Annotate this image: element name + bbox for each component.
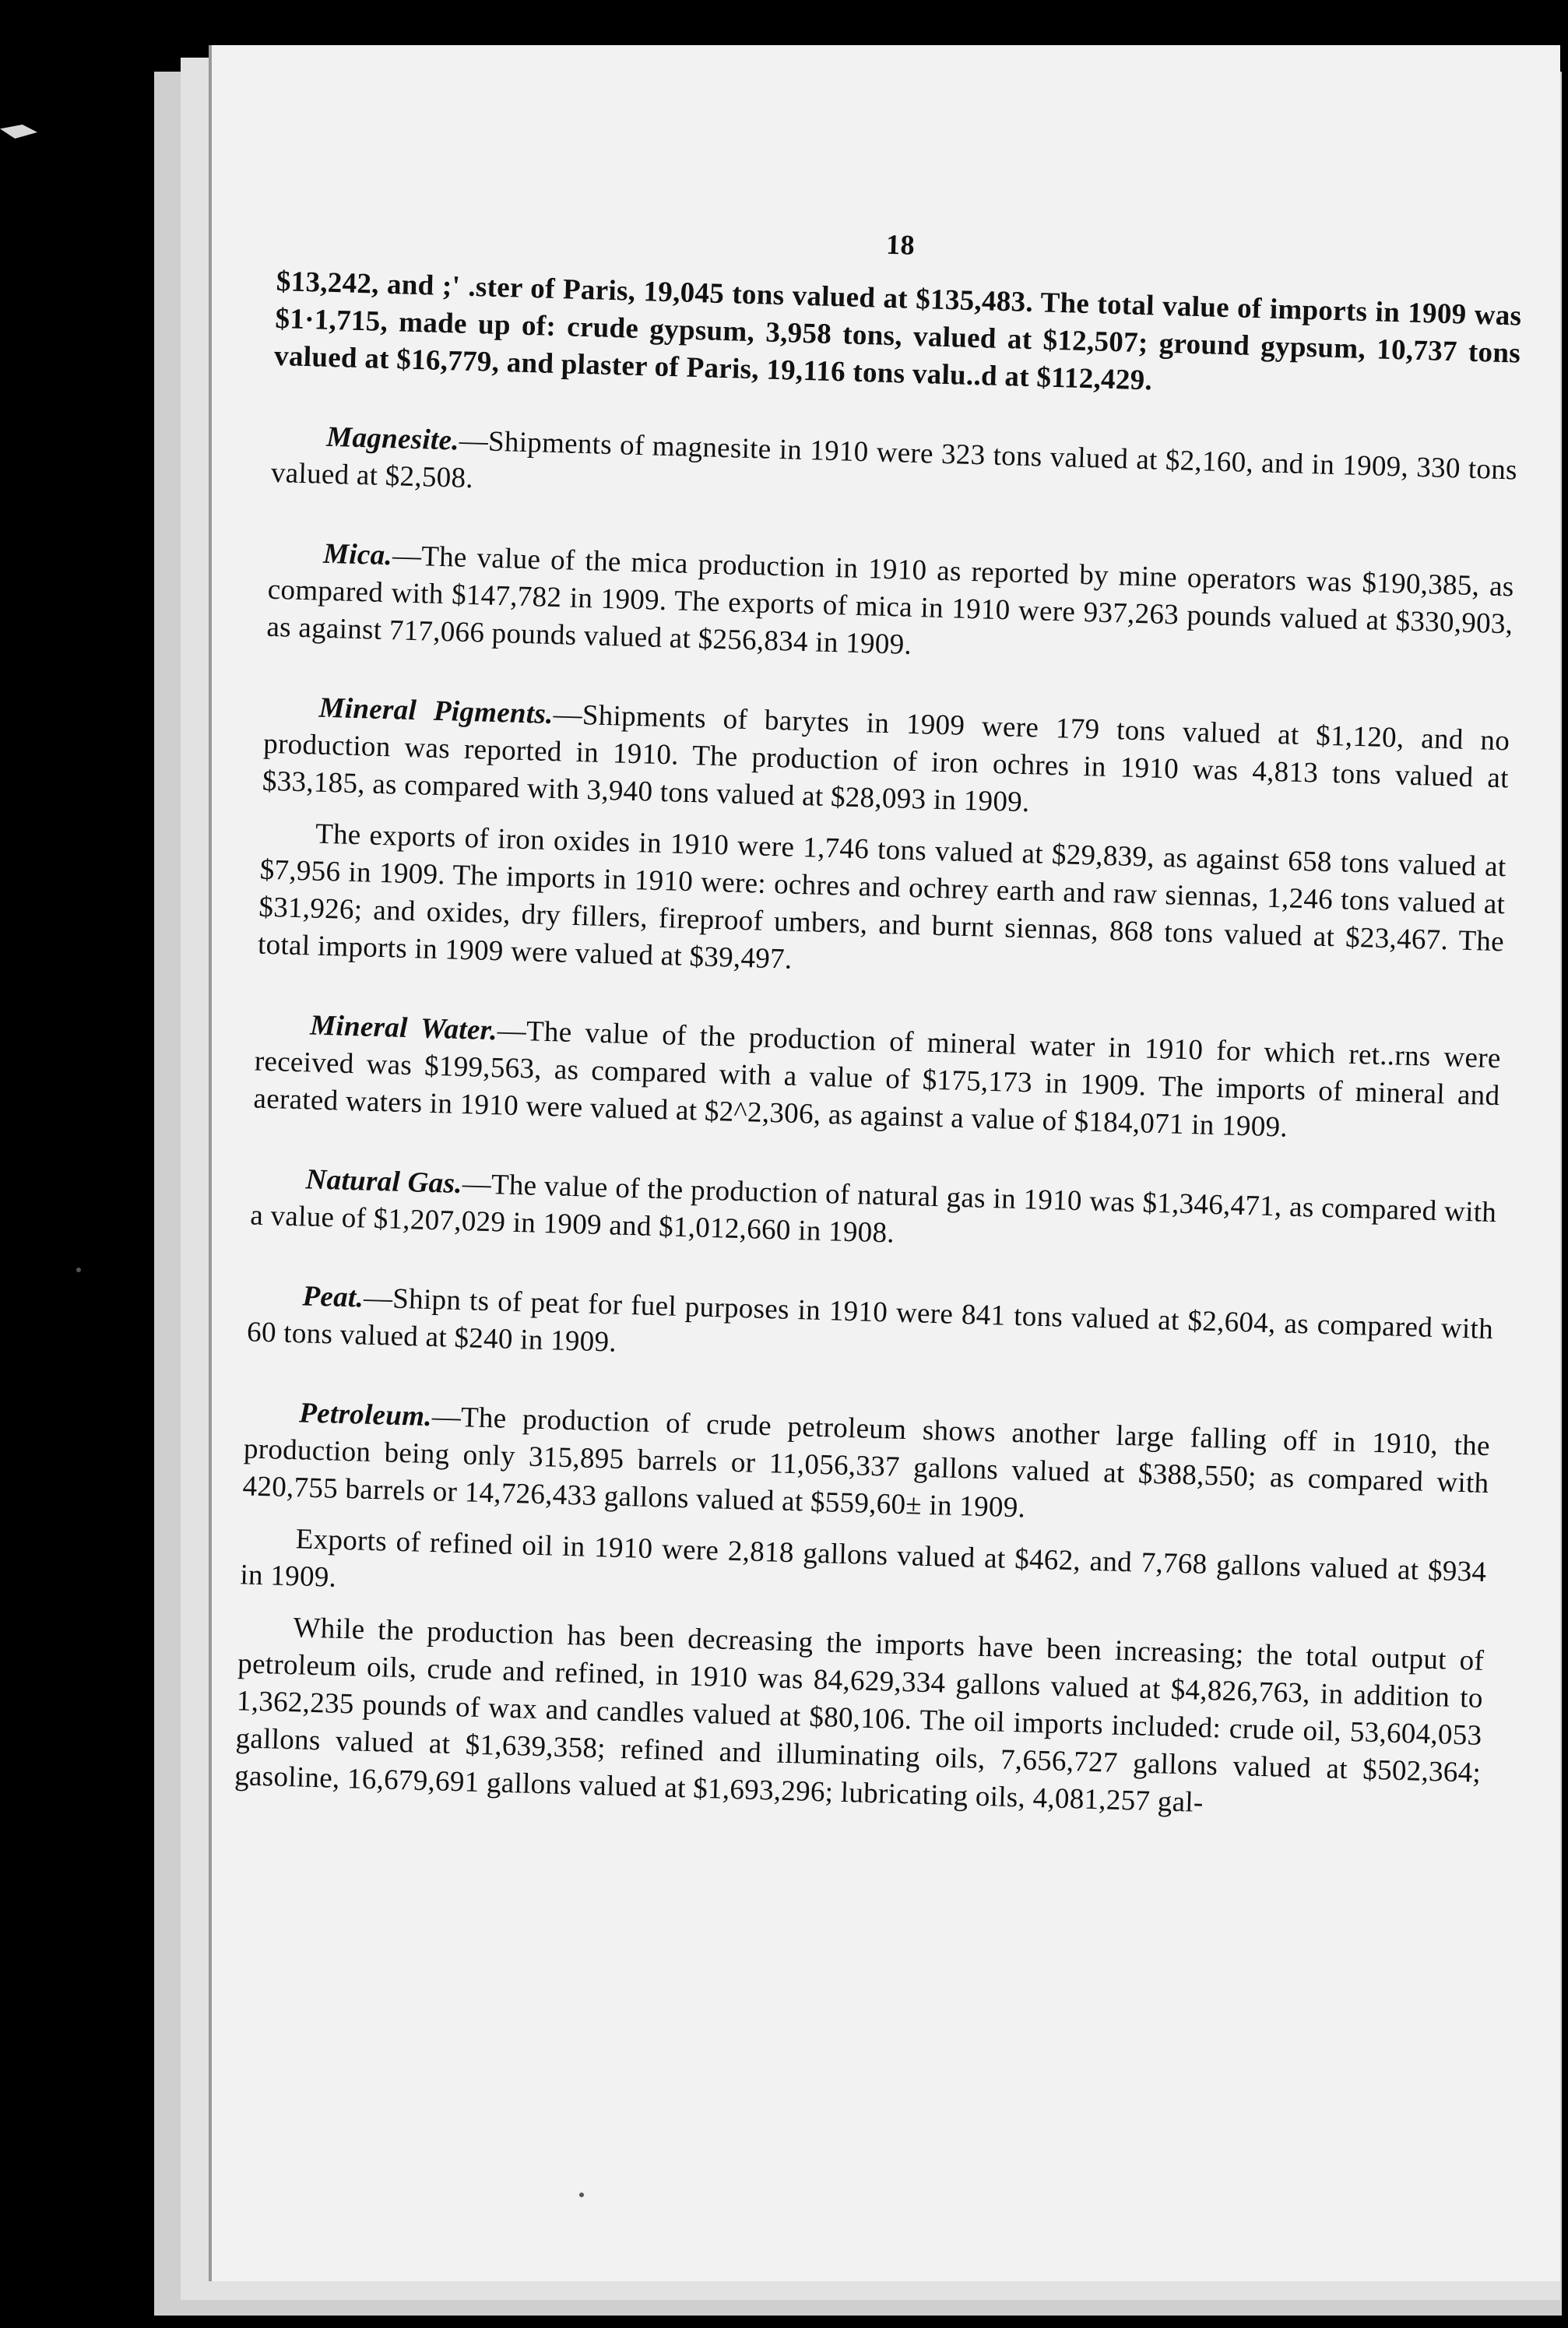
section-heading-magnesite: Magnesite. xyxy=(325,420,460,457)
paragraph-text: —The value of the mica production in 1910 as reported by mine operators was $190,385, as compared with $147,782 in 1909. The exports of mica in 1910 were 937,263 pounds valued at $330,903, as against 717,066 pounds valued at $256,834 in 1909. xyxy=(265,540,1515,661)
paragraph-refined-oil-exports xyxy=(240,1519,1487,1629)
paragraph-mineral-pigments xyxy=(262,688,1510,835)
paragraph-text: —Shipments of barytes in 1909 were 179 tons valued at $1,120, and no production was reported in 1910. The production of iron ochres in 1910 was 4,813 tons valued at $33,185, as compared with 3,940 tons valued at $28,093 in 1909. xyxy=(262,698,1510,819)
paragraph-magnesite xyxy=(270,417,1517,527)
paragraph-text: $13,242, and ;' .ster of Paris, 19,045 tons valued at $135,483. The total value of imports in 1909 was $1·1,715, made up of: crude gypsum, 3,958 tons, valued at $12,507; ground gypsum, 10,737 tons valued at $16,779, and plaster of Paris, 19,116 tons valu..d at $112,429. xyxy=(273,265,1522,397)
paragraph-text: While the production has been decreasing the imports have been increasing; the total output of petroleum oils, crude and refined, in 1910 was 84,629,334 gallons valued at $4,826,763, in addition to 1,362,235 pounds of wax and candles valued at $80,106. The oil imports included: crude oil, 53,604,053 gallons valued at $1,639,358; refined and illuminating oils, 7,656,727 gallons valued at $502,364; gasoline, 16,679,691 gallons valued at $1,693,296; lubricating oils, 4,081,257 gal- xyxy=(234,1612,1485,1819)
paragraph-iron-oxides xyxy=(257,814,1506,999)
page-number: 18 xyxy=(885,228,916,261)
paragraph-text: —The value of the production of mineral water in 1910 for which ret..rns were received was $199,563, as compared with a value of $175,173 in 1909. The imports of mineral and aerated waters in 1910 were valued at $2^2,306, as against a value of $184,071 in 1909. xyxy=(253,1015,1502,1144)
section-heading-natural-gas: Natural Gas. xyxy=(305,1163,463,1201)
section-heading-petroleum: Petroleum. xyxy=(298,1397,433,1433)
page-text-block xyxy=(233,140,1525,1872)
paragraph-petroleum xyxy=(242,1393,1490,1540)
paragraph-text: The exports of iron oxides in 1910 were 1,746 tons valued at $29,839, as against 658 tons valued at $7,956 in 1909. The imports in 1910 were: ochres and ochrey earth and raw siennas, 1,246 tons valued at $31,926; and oxides, dry fillers, fireproof umbers, and burnt siennas, 868 tons valued at $23,467. The total imports in 1909 were valued at $39,497. xyxy=(257,818,1507,976)
paragraph-text: —Shipments of magnesite in 1910 were 323 tons valued at $2,160, and in 1909, 330 tons valued at $2,508. xyxy=(270,424,1518,495)
page-edge-shadow xyxy=(209,45,212,2281)
paragraph-peat xyxy=(247,1276,1494,1386)
section-heading-mineral-water: Mineral Water. xyxy=(309,1009,498,1047)
scan-speck xyxy=(579,2193,584,2197)
paragraph-text: —The value of the production of natural gas in 1910 was $1,346,471, as compared with a value of $1,207,029 in 1909 and $1,012,660 in 1908. xyxy=(249,1168,1497,1250)
paragraph-mineral-water xyxy=(253,1006,1501,1153)
paragraph-text: Exports of refined oil in 1910 were 2,818 gallons valued at $462, and 7,768 gallons valued at $934 in 1909. xyxy=(239,1523,1487,1594)
paragraph-oil-imports xyxy=(234,1608,1485,1830)
paragraph-text: —Shipn ts of peat for fuel purposes in 1910 were 841 tons valued at $2,604, as compared with 60 tons valued at $240 in 1909. xyxy=(246,1282,1494,1359)
paragraph-mica xyxy=(266,534,1514,681)
section-heading-mineral-pigments: Mineral Pigments. xyxy=(318,691,554,731)
paragraph-natural-gas xyxy=(250,1159,1497,1269)
section-heading-peat: Peat. xyxy=(301,1280,364,1314)
scan-speck xyxy=(76,1268,81,1272)
section-heading-mica: Mica. xyxy=(322,537,393,572)
paragraph-text: —The production of crude petroleum shows another large falling off in 1910, the production being only 315,895 barrels or 11,056,337 gallons valued at $388,550; as compared with 420,755 barrels or 14,726,433 gallons valued at $559,60± in 1909. xyxy=(242,1401,1491,1524)
scan-artifact-mark xyxy=(0,125,37,139)
paragraph-gypsum-continued xyxy=(274,263,1522,410)
